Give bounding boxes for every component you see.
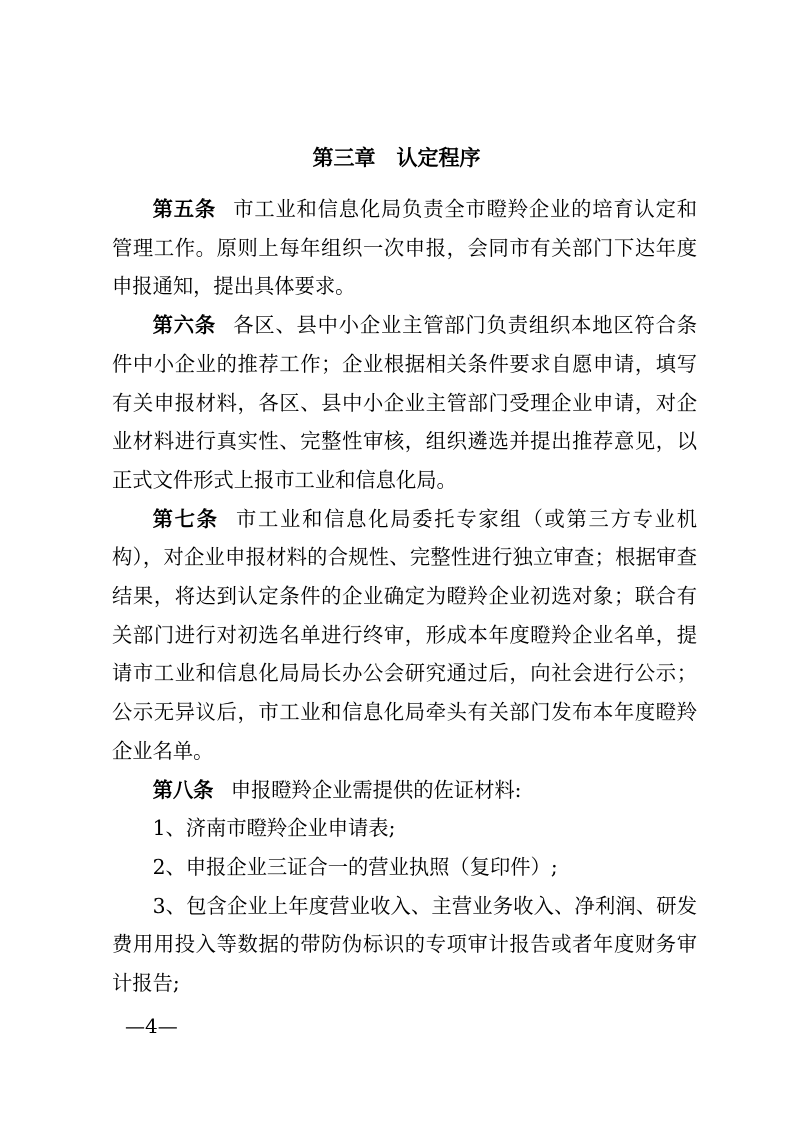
article-text: 申报瞪羚企业需提供的佐证材料: (230, 777, 522, 802)
list-item: 2、申报企业三证合一的营业执照（复印件）; (152, 854, 558, 879)
article-6 (112, 306, 697, 500)
chapter-title: 第三章 认定程序 (312, 146, 481, 170)
list-item: 1、济南市瞪羚企业申请表; (152, 816, 396, 841)
article-text: 市工业和信息化局委托专家组（或第三方专业机构），对企业申报材料的合规性、完整性进行独立审查；根据审查结果，将达到认定条件的企业确定为瞪羚企业初选对象；联合有关部门进行对初选名单进行终审，形成本年度瞪羚企业名单，提请市工业和信息化局局长办公会研究通过后，向社会进行公示；公示无异议后，市工业和信息化局牵头有关部门发布本年度瞪羚企业名单。 (112, 506, 697, 763)
page-number: —4— (125, 1014, 178, 1038)
document-body (112, 190, 697, 1003)
article-text: 各区、县中小企业主管部门负责组织本地区符合条件中小企业的推荐工作；企业根据相关条件要求自愿申请，填写有关申报材料，各区、县中小企业主管部门受理企业申请，对企业材料进行真实性、完整性审核，组织遴选并提出推荐意见，以正式文件形式上报市工业和信息化局。 (112, 313, 697, 492)
article-5 (112, 190, 697, 306)
list-item: 3、包含企业上年度营业收入、主营业务收入、净利润、研发费用用投入等数据的带防伪标识的专项审计报告或者年度财务审计报告; (112, 893, 697, 996)
article-label: 第六条 (152, 313, 216, 338)
article-text: 市工业和信息化局负责全市瞪羚企业的培育认定和管理工作。原则上每年组织一次申报，会同市有关部门下达年度申报通知，提出具体要求。 (112, 197, 697, 299)
article-label: 第七条 (152, 506, 219, 531)
article-8 (112, 771, 697, 810)
article-7 (112, 500, 697, 771)
article-label: 第八条 (152, 777, 214, 802)
article-label: 第五条 (152, 197, 216, 221)
